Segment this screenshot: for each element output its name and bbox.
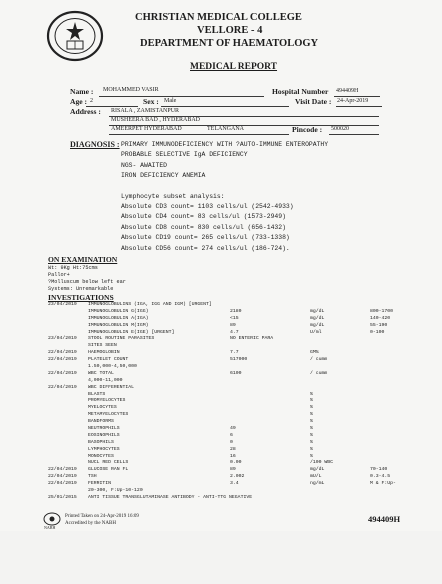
diagnosis-label: DIAGNOSIS : [70, 140, 120, 149]
cell-test: 4,000-11,000 [88, 377, 123, 383]
cell-result: <15 [230, 315, 239, 321]
cell-result: NO ENTERIC PARA [230, 336, 274, 342]
patient-age: 2 [90, 98, 93, 104]
cell-date: 22/04/2019 [48, 350, 77, 356]
cell-result: 3.4 [230, 481, 239, 487]
nabh-label: NABH [44, 525, 56, 530]
footer-hospital-number: 494409H [368, 514, 401, 524]
address-state: TELANGANA [207, 126, 244, 132]
cell-unit: % [310, 398, 313, 404]
accredited-by: Accredited by the NABH [65, 521, 116, 526]
cell-unit: ng/mL [310, 481, 325, 487]
cell-test: HAEMOGLOBIN [88, 350, 120, 356]
cell-unit: /100 WBC [310, 460, 334, 466]
cell-test: ANTI TISSUE TRANSGLUTAMINASE ANTIBODY - ANTI-TTG NEGATIVE [88, 494, 253, 500]
patient-name: MOHAMMED VASIR [103, 87, 159, 93]
cell-unit: U/ml [310, 329, 322, 335]
cell-date: 22/04/2019 [48, 474, 77, 480]
cell-unit: % [310, 412, 313, 418]
diagnosis-line: PROBABLE SELECTIVE IgA DEFICIENCY [121, 151, 248, 159]
cell-result: 0.00 [230, 460, 242, 466]
cell-unit: % [310, 453, 313, 459]
cell-result: 16 [230, 453, 236, 459]
cell-result: 28 [230, 446, 236, 452]
department-name: DEPARTMENT OF HAEMATOLOGY [140, 38, 319, 49]
age-label: Age : [70, 97, 88, 106]
exam-title: ON EXAMINATION [48, 255, 118, 264]
cell-result: 49 [230, 426, 236, 432]
address-line-1: RISALA , ZAMISTANPUR [111, 108, 180, 114]
investigations-title: INVESTIGATIONS [48, 293, 114, 302]
lymph-line: Absolute CD8 count= 830 cells/ul (656-1432) [121, 223, 286, 231]
cell-date: 23/04/2019 [48, 336, 77, 342]
cell-date: 22/04/2019 [48, 467, 77, 473]
cell-unit: / cumm [310, 370, 328, 376]
cell-test: IMMUNOGLOBULIN G(IGG) [88, 308, 149, 314]
cell-date: 22/04/2019 [48, 481, 77, 487]
cell-test: STOOL ROUTINE PARASITES [88, 336, 155, 342]
diagnosis-line: IRON DEFICIENCY ANEMIA [121, 172, 206, 180]
cell-range: 800-1700 [370, 308, 394, 314]
cell-test: MONOCYTES [88, 453, 114, 459]
cell-unit: % [310, 439, 313, 445]
cell-date: 22/04/2019 [48, 370, 77, 376]
cell-test: PLATELET COUNT [88, 357, 129, 363]
name-label: Name : [70, 87, 94, 96]
pincode: 500020 [331, 126, 349, 132]
cell-result: 0 [230, 439, 233, 445]
cell-test: GLUCOSE RAN FL [88, 467, 129, 473]
cell-test: IMMUNOGLOBULIN M(IGM) [88, 322, 149, 328]
lymph-line: Absolute CD56 count= 274 cells/ul (186-724). [121, 244, 290, 252]
cell-test: LYMPHOCYTES [88, 446, 120, 452]
cell-range: M & F:Up- [370, 481, 396, 487]
pincode-label: Pincode : [292, 125, 323, 134]
cell-test: 20-300, F:Up-10-120 [88, 488, 143, 494]
cell-unit: % [310, 419, 313, 425]
cell-result: 4.7 [230, 329, 239, 335]
cell-range: 0.3-4.5 [370, 474, 391, 480]
cell-date: 23/04/2019 [48, 302, 77, 307]
cell-result: 2.002 [230, 474, 245, 480]
cell-date: 22/04/2019 [48, 357, 77, 363]
cell-range: 55-190 [370, 322, 388, 328]
address-label: Address : [70, 107, 101, 116]
cell-test: 1.50,000-4,50,000 [88, 364, 137, 370]
exam-line: Systems: Unremarkable [48, 286, 114, 292]
exam-line: Pallor+ [48, 272, 70, 278]
cell-test: IMMUNOGLOBULINS (IGA, IGG AND IGM) [URGENT] [88, 302, 212, 307]
lymph-line: Absolute CD4 count= 83 cells/ul (1573-2949) [121, 213, 286, 221]
cell-range: 0-100 [370, 329, 385, 335]
cell-test: FERRITIN [88, 481, 112, 487]
cell-test: WBC DIFFERENTIAL [88, 384, 135, 390]
address-line-3: AMEERPET HYDERABAD [111, 126, 182, 132]
cell-unit: mU/L [310, 474, 322, 480]
cell-test: IMMUNOGLOBULIN A(IGA) [88, 315, 149, 321]
cell-unit: mg/dL [310, 467, 325, 473]
cell-date: 25/01/2015 [48, 494, 77, 500]
cell-unit: / cumm [310, 357, 328, 363]
address-line-2: MUSHEERA BAD , HYDERABAD [111, 117, 201, 123]
diagnosis-line: PRIMARY IMMUNODEFICIENCY WITH ?AUTO-IMMUNE ENTEROPATHY [121, 141, 329, 148]
diagnosis-line: NGS- AWAITED [121, 161, 168, 169]
cell-unit: % [310, 405, 313, 411]
hospital-number: 494409H [336, 88, 359, 94]
cell-test: WBC TOTAL [88, 370, 114, 376]
cell-test: NEUTROPHILS [88, 426, 120, 432]
cell-unit: % [310, 446, 313, 452]
cell-test: BASOPHILS [88, 439, 114, 445]
cell-result: 89 [230, 322, 236, 328]
patient-sex: Male [164, 98, 177, 104]
visit-date-label: Visit Date : [295, 97, 332, 106]
cell-result: 7.7 [230, 350, 239, 356]
cell-test: BLASTS [88, 391, 106, 397]
cell-test: PROMYELOCYTES [88, 398, 126, 404]
cell-unit: mg/dL [310, 308, 325, 314]
lymph-title: Lymphocyte subset analysis: [121, 192, 225, 200]
lymph-line: Absolute CD3 count= 1103 cells/ul (2542-4933) [121, 203, 294, 211]
cell-unit: % [310, 426, 313, 432]
cell-test: TSH [88, 474, 97, 480]
cell-range: 140-420 [370, 315, 391, 321]
cell-unit: mg/dL [310, 315, 325, 321]
lymph-line: Absolute CD19 count= 265 cells/ul (733-1338) [121, 234, 290, 242]
exam-line: Wt: 9Kg Ht:75cms [48, 265, 98, 271]
cell-test: MYELOCYTES [88, 405, 117, 411]
college-city: VELLORE - 4 [197, 25, 263, 36]
college-name: CHRISTIAN MEDICAL COLLEGE [135, 12, 302, 23]
exam-line: ?Molluscum below left ear [48, 279, 126, 285]
printed-taken: Printed Taken on 24-Apr-2019 16:09 [65, 514, 139, 519]
cell-unit: % [310, 432, 313, 438]
cell-result: 89 [230, 467, 236, 473]
sex-label: Sex : [143, 97, 159, 106]
cell-test: SITES SEEN [88, 343, 117, 349]
cell-range: 70-140 [370, 467, 388, 473]
cell-unit: % [310, 391, 313, 397]
cell-date: 22/04/2019 [48, 384, 77, 390]
cell-result: 517000 [230, 357, 248, 363]
visit-date: 24-Apr-2019 [337, 98, 369, 104]
cell-unit: mg/dL [310, 322, 325, 328]
cell-unit: GM% [310, 350, 319, 356]
hospital-number-label: Hospital Number [272, 87, 329, 96]
cell-test: NUCL RED CELLS [88, 460, 129, 466]
cell-test: BANDFORMS [88, 419, 114, 425]
cell-result: 6 [230, 432, 233, 438]
cell-test: METAMYELOCYTES [88, 412, 129, 418]
cell-test: IMMUNOGLOBULIN E(IGE) [URGENT] [88, 329, 175, 335]
cell-test: EOSINOPHILS [88, 432, 120, 438]
report-title: MEDICAL REPORT [190, 62, 278, 72]
cell-result: 2180 [230, 308, 242, 314]
cell-result: 6100 [230, 370, 242, 376]
